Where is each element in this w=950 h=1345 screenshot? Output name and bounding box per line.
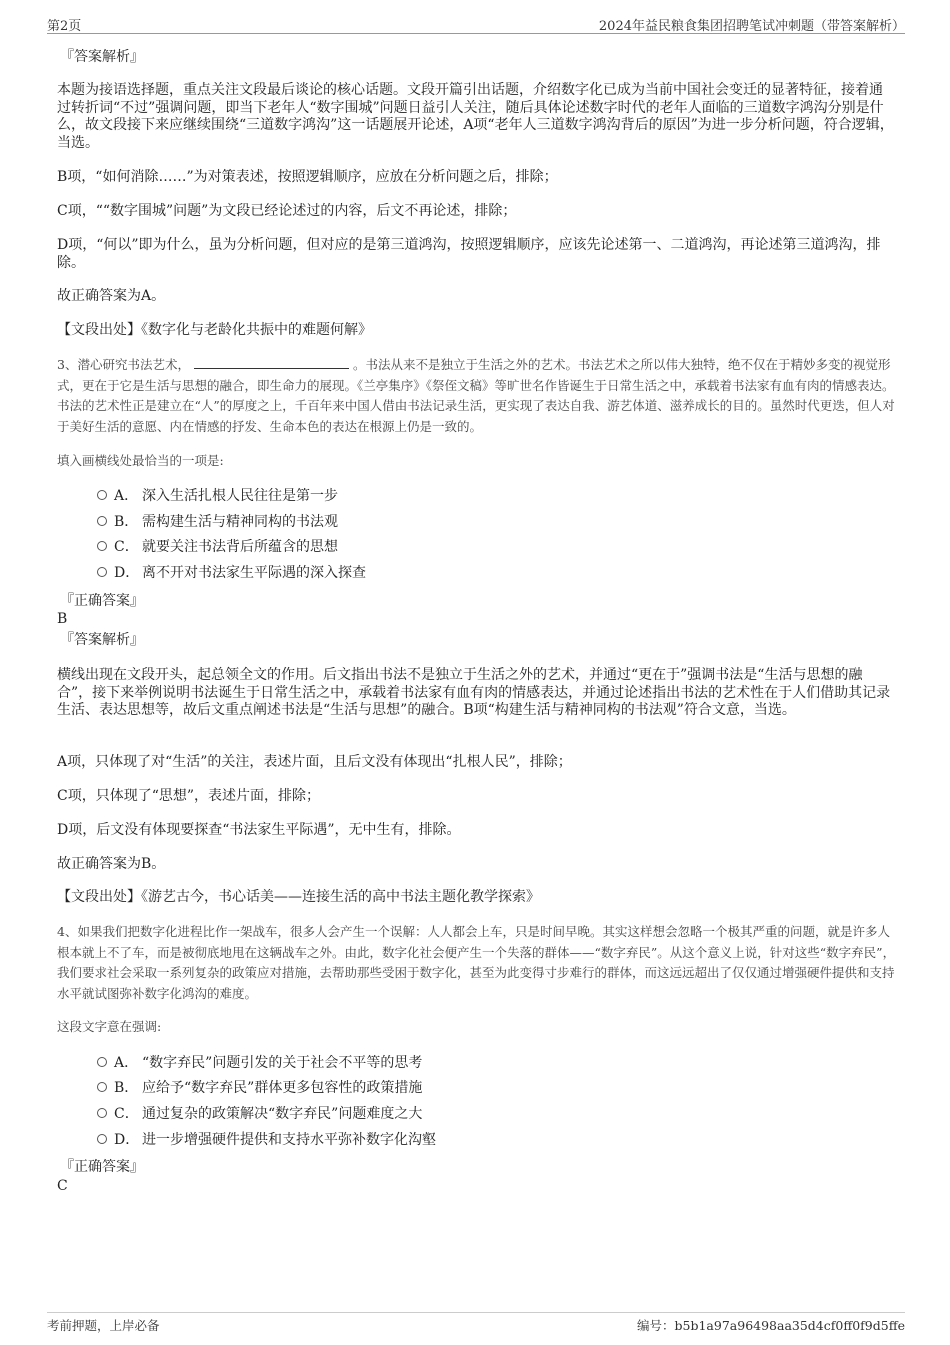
q2-analysis-paragraph: 本题为接语选择题，重点关注文段最后谈论的核心话题。文段开篇引出话题，介绍数字化已成为当前中国社会变迁的显著特征，接着通过转折词“不过”强调问题，即当下老年人“数字围城”问题日益引人关注，随后具体论述数字时代的老年人面临的三道数字鸿沟分别是什么，故文段接下来应继续围绕“三道数字鸿沟”这一话题展开论述，A项“老年人三道数字鸿沟背后的原因”为进一步分析问题，符合逻辑，当选。 (57, 82, 894, 151)
q3-analysis-option-d: D项，后文没有体现要探查“书法家生平际遇”，无中生有，排除。 (57, 822, 461, 838)
q3-analysis-paragraph: 横线出现在文段开头，起总领全文的作用。后文指出书法不是独立于生活之外的艺术，并通过“更在于”强调书法是“生活与思想的融合”，接下来举例说明书法诞生于日常生活之中，承载着书法家有血有肉的情感表达，并通过论述指出书法的艺术性在于人们借助其记录生活、表达思想等，故后文重点阐述书法是“生活与思想”的融合。B项“构建生活与精神同构的书法观”符合文意，当选。 (57, 667, 891, 718)
q4-answer-label: 『正确答案』 (60, 1159, 144, 1175)
q3-option-b[interactable]: B． 需构建生活与精神同构的书法观 (97, 513, 338, 531)
q2-analysis-option-c: C项，““数字围城”问题”为文段已经论述过的内容，后文不再论述，排除； (57, 203, 517, 219)
q3-option-d[interactable]: D． 离不开对书法家生平际遇的深入探查 (97, 564, 366, 582)
q3-answer: B (57, 611, 68, 627)
footer-slogan: 考前押题，上岸必备 (47, 1318, 160, 1333)
q3-prompt: 填入画横线处最恰当的一项是: (57, 453, 224, 468)
radio-icon[interactable] (97, 1108, 107, 1118)
q3-stem: 3、潜心研究书法艺术， 。书法从来不是独立于生活之外的艺术。书法艺术之所以伟大独特，绝不仅在于精妙多变的视觉形式，更在于它是生活与思想的融合，即生命力的展现。《兰亭集序》《祭侄文稿》等旷世名作皆诞生于日常生活之中，承载着书法家有血有肉的情感表达。书法的艺术性正是建立在“人”的厚度之上，千百年来中国人借由书法记录生活，更实现了表达自我、游艺体道、滋养成长的目的。虽然时代更迭，但人对于美好生活的意愿、内在情感的抒发、生命本色的表达在根源上仍是一致的。 (57, 357, 895, 434)
q3-source: 【文段出处】《游艺古今，书心话美——连接生活的高中书法主题化教学探索》 (57, 889, 540, 905)
radio-icon[interactable] (97, 1082, 107, 1092)
radio-icon[interactable] (97, 490, 107, 500)
q3-analysis-option-a: A项，只体现了对“生活”的关注，表述片面，且后文没有体现出“扎根人民”，排除； (57, 754, 572, 770)
page-header (47, 15, 905, 34)
radio-icon[interactable] (97, 1057, 107, 1067)
document-title: 2024年益民粮食集团招聘笔试冲刺题（带答案解析） (598, 19, 905, 34)
q4-prompt: 这段文字意在强调: (57, 1019, 162, 1034)
q3-analysis-option-c: C项，只体现了“思想”，表述片面，排除； (57, 788, 321, 804)
radio-icon[interactable] (97, 541, 107, 551)
radio-icon[interactable] (97, 1134, 107, 1144)
q3-option-a[interactable]: A． 深入生活扎根人民往往是第一步 (97, 487, 338, 505)
q4-stem: 4、如果我们把数字化进程比作一架战车，很多人会产生一个误解：人人都会上车，只是时间早晚。其实这样想会忽略一个极其严重的问题，就是许多人根本就上不了车，而是被彻底地甩在这辆战车之外。由此，数字化社会便产生一个失落的群体——“数字弃民”。从这个意义上说，针对这些“数字弃民”，我们要求社会采取一系列复杂的政策应对措施，去帮助那些受困于数字化，甚至为此变得寸步难行的群体，而这远远超出了仅仅通过增强硬件提供和支持水平就试图弥补数字化鸿沟的难度。 (57, 924, 896, 1001)
q3-answer-label: 『正确答案』 (60, 593, 144, 609)
radio-icon[interactable] (97, 516, 107, 526)
q4-option-b[interactable]: B． 应给予“数字弃民”群体更多包容性的政策措施 (97, 1079, 422, 1097)
q4-answer: C (57, 1178, 68, 1194)
q4-option-a[interactable]: A． “数字弃民”问题引发的关于社会不平等的思考 (97, 1054, 422, 1072)
page-footer (47, 1312, 905, 1333)
q2-conclusion: 故正确答案为A。 (57, 288, 166, 304)
document-code: 编号：b5b1a97a96498aa35d4cf0ff0f9d5ffe (637, 1318, 905, 1333)
q3-analysis-label: 『答案解析』 (60, 632, 144, 648)
q3-option-c[interactable]: C． 就要关注书法背后所蕴含的思想 (97, 538, 338, 556)
q2-analysis-label: 『答案解析』 (60, 49, 144, 65)
page-number: 第2页 (47, 19, 82, 34)
q4-option-d[interactable]: D． 进一步增强硬件提供和支持水平弥补数字化沟壑 (97, 1131, 436, 1149)
q3-conclusion: 故正确答案为B。 (57, 856, 166, 872)
q4-option-c[interactable]: C． 通过复杂的政策解决“数字弃民”问题难度之大 (97, 1105, 422, 1123)
q2-analysis-option-b: B项，“如何消除……”为对策表述，按照逻辑顺序，应放在分析问题之后，排除； (57, 169, 558, 185)
q2-source: 【文段出处】《数字化与老龄化共振中的难题何解》 (57, 322, 372, 338)
answer-blank (194, 356, 349, 369)
q2-analysis-option-d: D项，“何以”即为什么，虽为分析问题，但对应的是第三道鸿沟，按照逻辑顺序，应该先论述第一、二道鸿沟，再论述第三道鸿沟，排除。 (57, 237, 881, 271)
radio-icon[interactable] (97, 567, 107, 577)
